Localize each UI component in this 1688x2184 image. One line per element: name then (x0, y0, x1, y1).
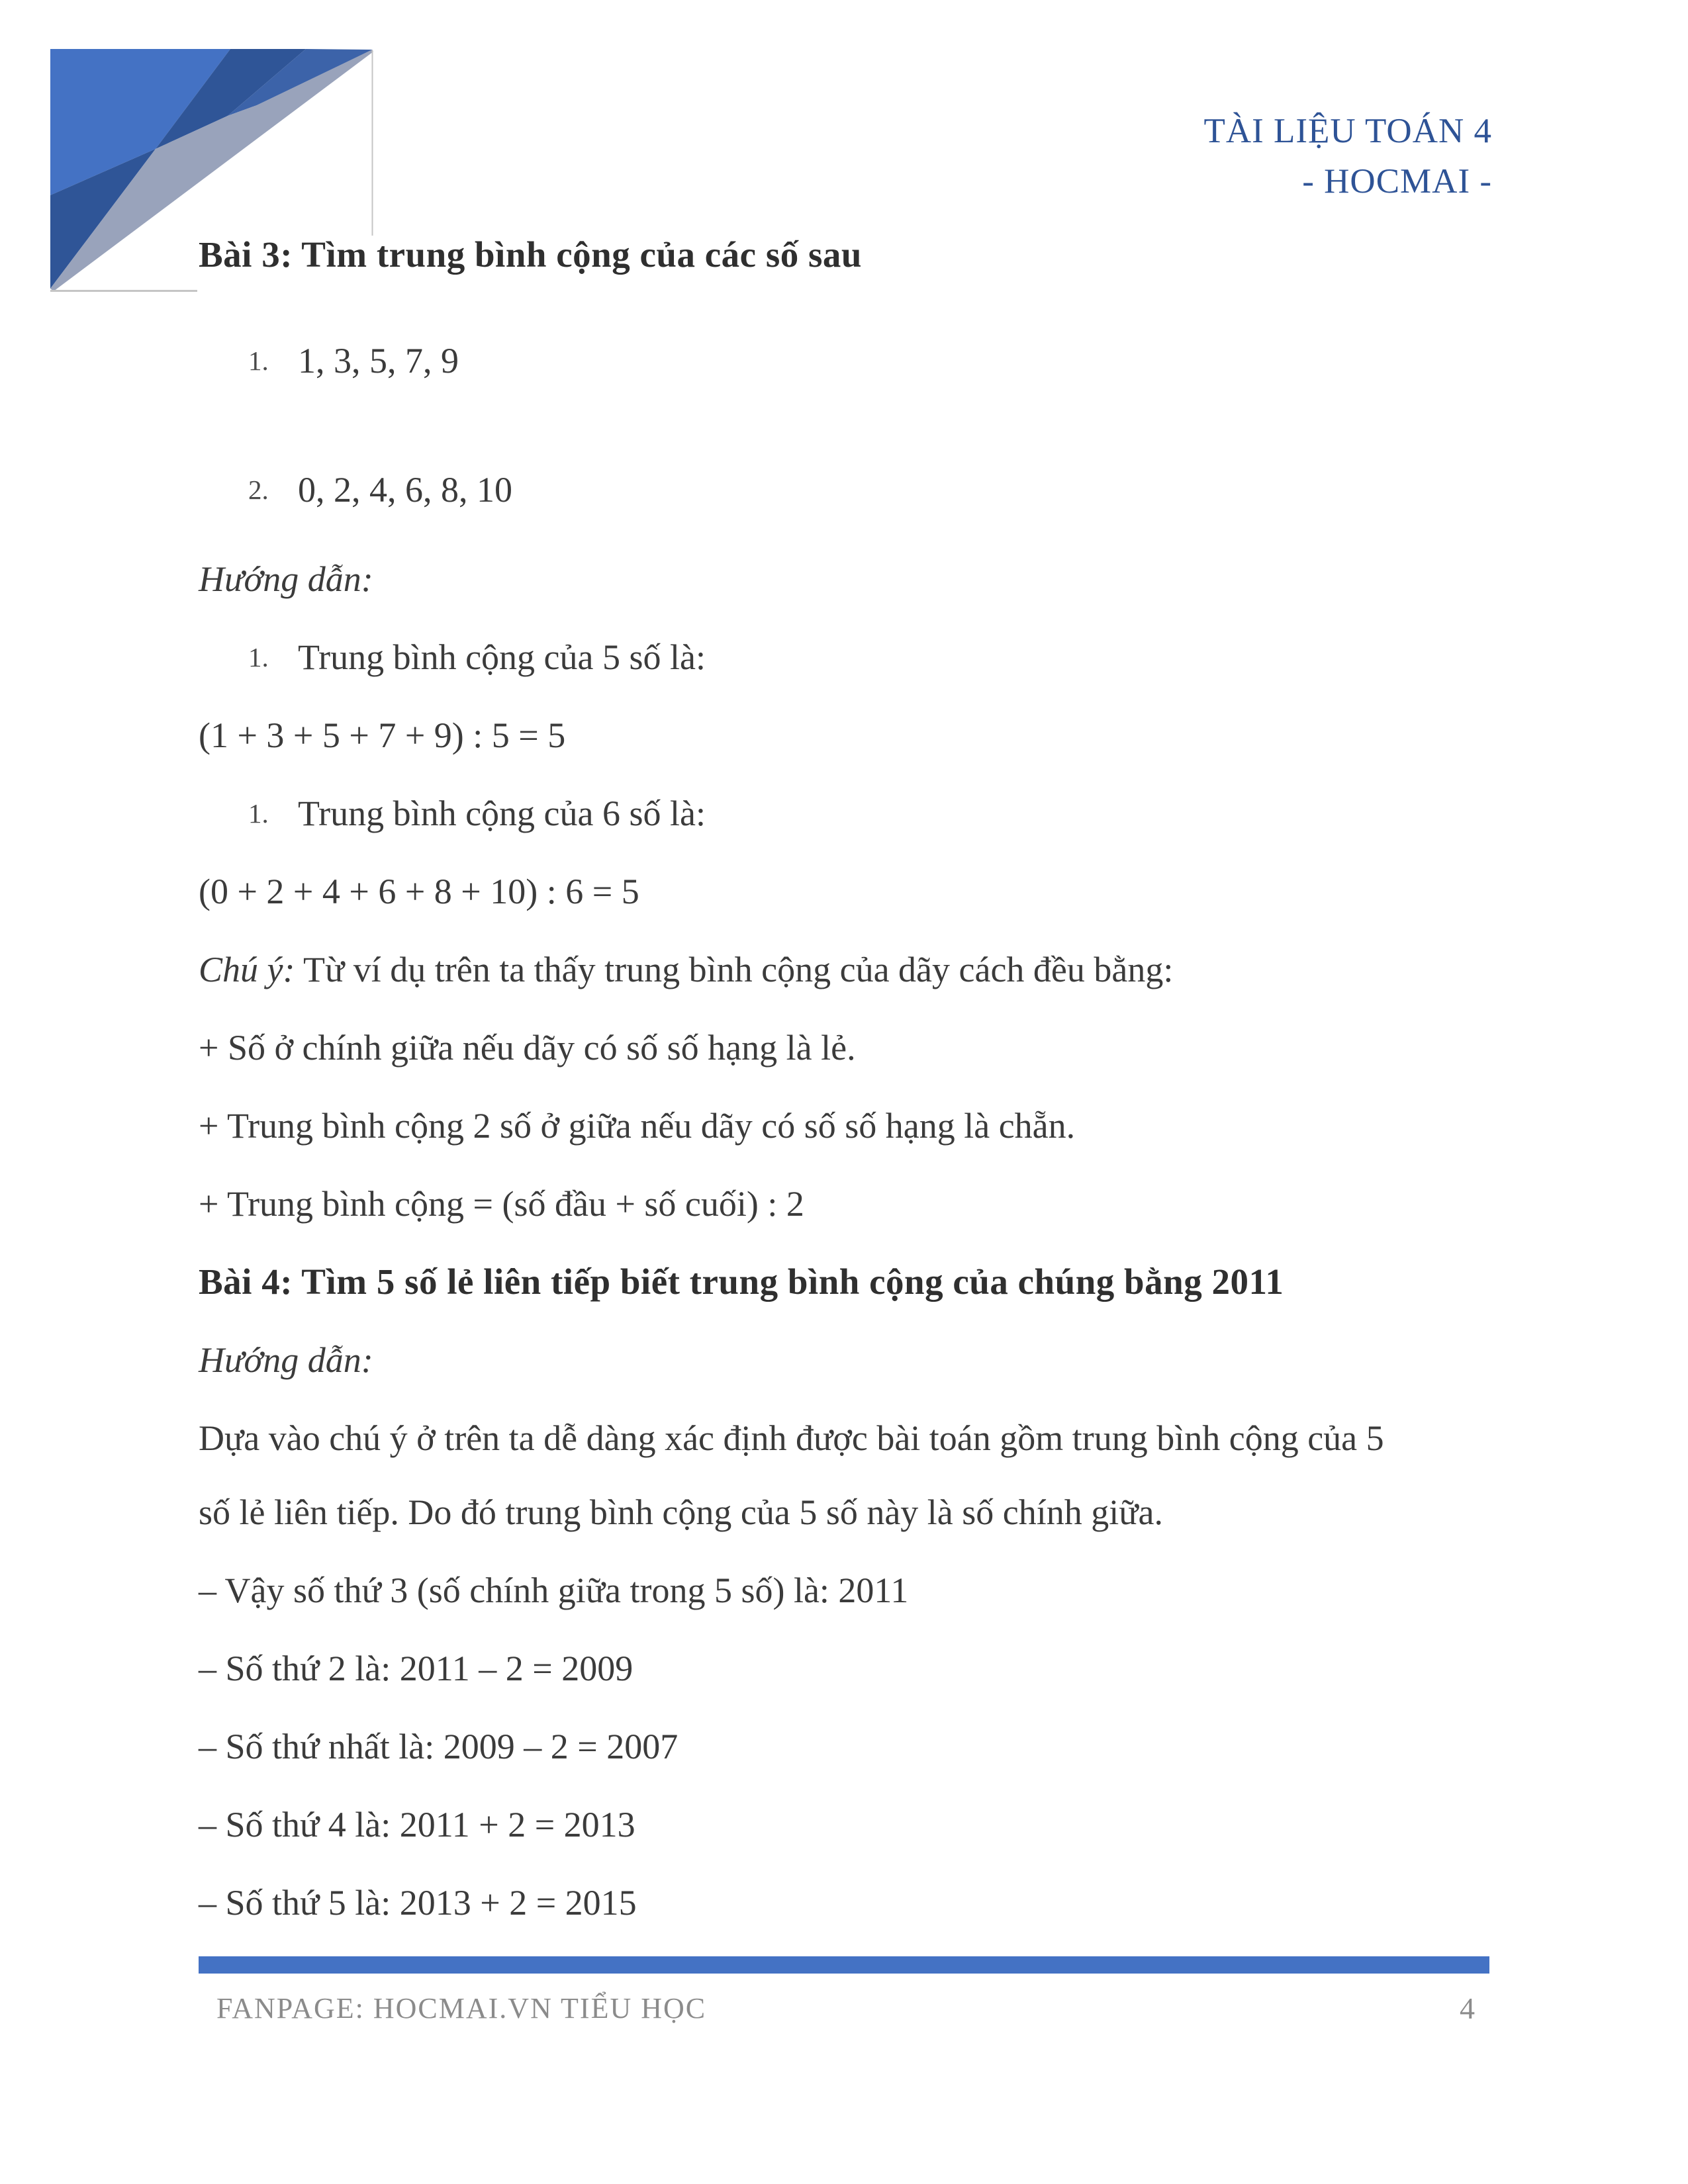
header-title: TÀI LIỆU TOÁN 4 (1203, 112, 1492, 150)
bai3-title: Bài 3: Tìm trung bình cộng của các số sau (199, 234, 862, 275)
bai4-result-5: – Số thứ 5 là: 2013 + 2 = 2015 (199, 1883, 637, 1923)
list-number: 2. (248, 475, 269, 505)
step-text: Trung bình cộng của 6 số là: (298, 794, 706, 833)
step-text: Trung bình cộng của 5 số là: (298, 637, 706, 677)
bai4-paragraph-line-1: Dựa vào chú ý ở trên ta dễ dàng xác định được bài toán gồm trung bình cộng của 5 (199, 1418, 1384, 1458)
list-number: 1. (248, 798, 269, 829)
bai3-bullet-1: + Số ở chính giữa nếu dãy có số số hạng là lẻ. (199, 1028, 856, 1068)
bai4-paragraph-line-2: số lẻ liên tiếp. Do đó trung bình cộng của 5 số này là số chính giữa. (199, 1492, 1163, 1532)
footer-fanpage: FANPAGE: HOCMAI.VN TIỂU HỌC (216, 1992, 707, 2025)
bai4-result-2: – Số thứ 2 là: 2011 – 2 = 2009 (199, 1649, 633, 1688)
list-number: 1. (248, 345, 269, 376)
bai3-note (199, 943, 1489, 996)
list-number: 1. (248, 642, 269, 672)
bai4-result-4: – Số thứ 4 là: 2011 + 2 = 2013 (199, 1805, 635, 1844)
note-label: Chú ý: (199, 950, 295, 989)
bai3-bullet-2: + Trung bình cộng 2 số ở giữa nếu dãy có số số hạng là chẵn. (199, 1106, 1076, 1146)
list-value: 1, 3, 5, 7, 9 (298, 341, 459, 381)
bai4-result-3: – Số thứ nhất là: 2009 – 2 = 2007 (199, 1727, 679, 1766)
note-text: Từ ví dụ trên ta thấy trung bình cộng của dãy cách đều bằng: (295, 950, 1174, 989)
footer-accent-bar (199, 1956, 1489, 1974)
bai3-guide-label: Hướng dẫn: (199, 559, 373, 599)
footer-page-number: 4 (1460, 1991, 1475, 2025)
bai3-sum-1: (1 + 3 + 5 + 7 + 9) : 5 = 5 (199, 715, 566, 755)
document-body (199, 0, 1489, 2184)
bai4-result-1: – Vậy số thứ 3 (số chính giữa trong 5 số) là: 2011 (199, 1570, 909, 1610)
list-value: 0, 2, 4, 6, 8, 10 (298, 470, 512, 510)
bai3-bullet-3: + Trung bình cộng = (số đầu + số cuối) : 2 (199, 1184, 804, 1224)
header-brand: - HOCMAI - (1302, 162, 1492, 201)
bai4-title: Bài 4: Tìm 5 số lẻ liên tiếp biết trung bình cộng của chúng bằng 2011 (199, 1261, 1284, 1302)
bai3-sum-2: (0 + 2 + 4 + 6 + 8 + 10) : 6 = 5 (199, 872, 639, 911)
bai4-guide-label: Hướng dẫn: (199, 1340, 373, 1380)
